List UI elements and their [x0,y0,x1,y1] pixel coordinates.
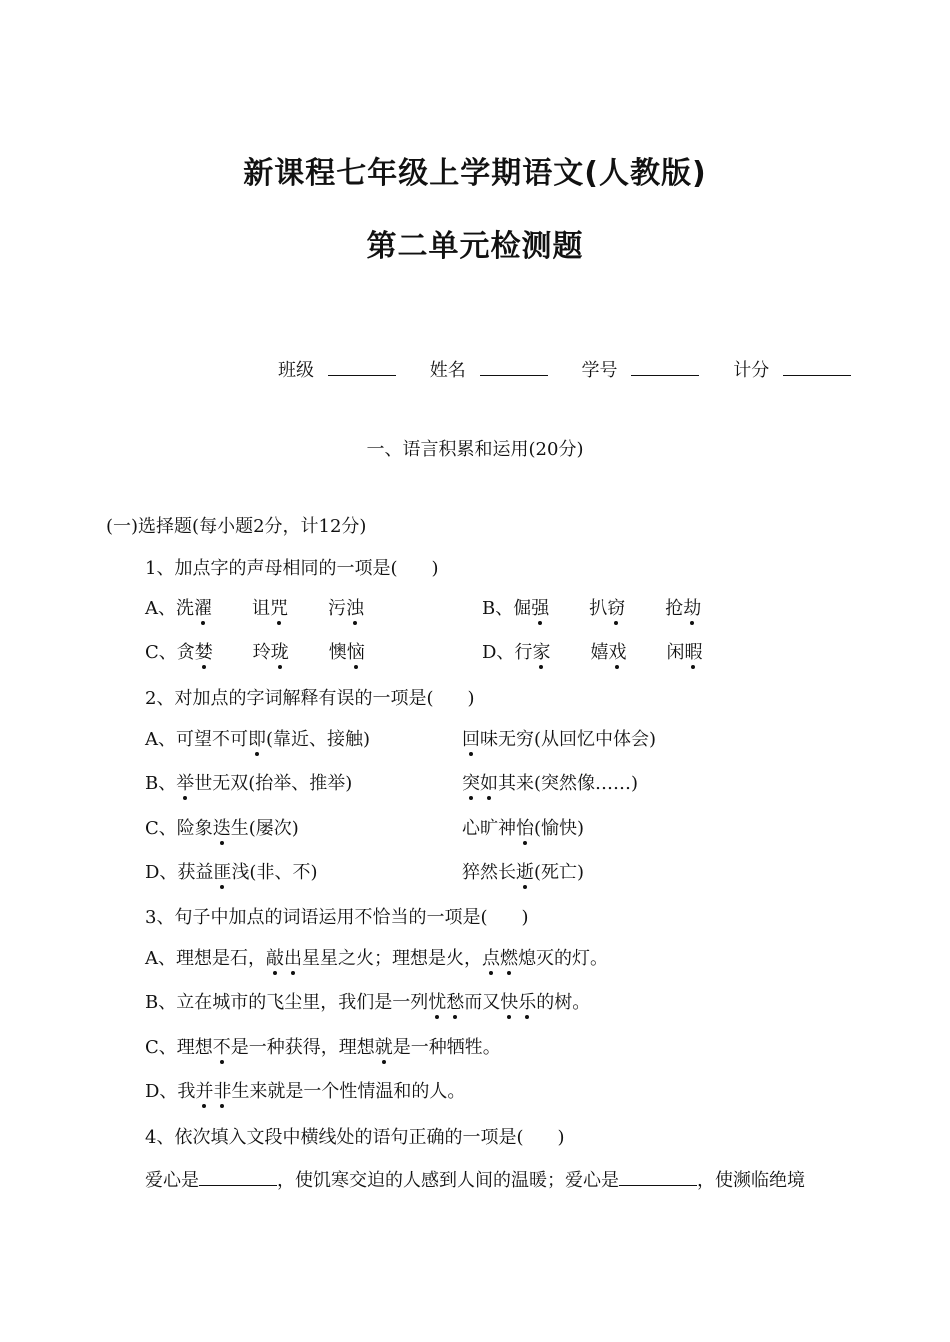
dotted-char: 劫 [683,598,702,619]
char: 扒 [589,598,608,619]
dotted-char: 迭 [212,818,231,839]
text: D、获益 [145,862,214,883]
q2-option-c-right[interactable] [462,816,584,842]
dotted-char: 浊 [346,598,364,619]
paren-close: ) [467,688,475,709]
char: 贪 [176,642,195,663]
dotted-char: 窃 [607,598,626,619]
text: 而又 [464,992,501,1013]
name-label: 姓名 [429,360,466,381]
dotted-char: 戏 [608,642,627,663]
dotted-char: 乐 [518,992,537,1013]
char: 污 [328,598,346,619]
document-title: 新课程七年级上学期语文(人教版) [243,156,707,191]
char: 嬉 [590,642,609,663]
student-info-row [278,357,879,384]
part-heading: (一)选择题(每小题2分，计12分) [106,516,367,537]
char: 玲 [252,642,271,663]
name-field[interactable] [430,360,562,381]
dotted-char: 回 [462,729,480,750]
char: 洗 [176,598,194,619]
text: 熄灭的灯。 [518,948,608,969]
option-letter: A、 [145,598,176,619]
char: 抢 [665,598,684,619]
option-letter: D、 [482,642,515,663]
q3-option-b[interactable] [145,990,590,1016]
dotted-char: 燃 [500,948,518,969]
dotted-char: 忧 [428,992,447,1013]
option-letter: B、 [482,598,514,619]
dotted-char: 敲 [266,948,284,969]
dotted-char: 怡 [516,818,534,839]
dotted-char: 点 [482,948,500,969]
text: B、 [145,773,177,794]
q3-option-c[interactable] [145,1035,501,1061]
q2-option-d-right[interactable] [462,860,584,886]
dotted-char: 暇 [684,642,703,663]
q1-option-b[interactable] [482,596,701,622]
id-blank[interactable] [631,357,699,376]
text: 猝然长 [462,862,516,883]
text: 心旷神 [462,818,516,839]
q2-option-b-left[interactable] [145,771,352,797]
text: 生(屡次) [230,818,299,839]
q2-option-b-right[interactable] [462,771,638,797]
text: D、我 [145,1081,196,1102]
q2-option-a-left[interactable] [145,727,370,753]
text: 味无穷(从回忆中体会) [480,729,657,750]
dotted-char: 咒 [270,598,288,619]
id-label: 学号 [581,360,618,381]
dotted-char: 如 [480,773,498,794]
class-label: 班级 [278,360,314,381]
text: 是一种牺牲。 [392,1037,501,1058]
question-3-stem [145,905,529,931]
dotted-char: 匪 [213,862,232,883]
fill-blank-2[interactable] [619,1167,697,1186]
char: 诅 [252,598,270,619]
name-blank[interactable] [480,357,548,376]
char: 闲 [666,642,685,663]
text: 其来(突然像……) [498,773,639,794]
text: (靠近、接触) [266,729,371,750]
score-field[interactable] [733,360,865,381]
dotted-char: 逝 [516,862,534,883]
question-2-stem [145,686,475,712]
question-3-text: 3、句子中加点的词语运用不恰当的一项是( [145,907,488,928]
q1-option-d[interactable] [482,640,702,666]
char: 懊 [328,642,347,663]
text: ，使饥寒交迫的人感到人间的温暖；爱心是 [277,1170,619,1191]
dotted-char: 就 [374,1037,393,1058]
score-blank[interactable] [783,357,851,376]
dotted-char: 家 [532,642,551,663]
q2-option-a-right[interactable] [462,727,656,753]
section-heading: 一、语言积累和运用(20分) [366,439,584,460]
dotted-char: 快 [500,992,519,1013]
paren-close: ) [557,1127,565,1148]
text: C、理想 [145,1037,213,1058]
q2-option-c-left[interactable] [145,816,299,842]
dotted-char: 突 [462,773,480,794]
text: 是一种获得，理想 [230,1037,375,1058]
q2-option-d-left[interactable] [145,860,317,886]
text: 星星之火；理想是火， [302,948,482,969]
text: C、险象 [145,818,213,839]
document-subtitle: 第二单元检测题 [366,229,584,264]
q1-option-c[interactable] [145,640,365,666]
question-4-stem [145,1125,565,1151]
score-label: 计分 [733,360,770,381]
q1-option-a[interactable] [145,596,364,622]
dotted-char: 不 [212,1037,231,1058]
dotted-char: 恼 [346,642,365,663]
dotted-char: 濯 [194,598,212,619]
dotted-char: 强 [531,598,550,619]
id-field[interactable] [581,360,713,381]
dotted-char: 婪 [194,642,213,663]
question-4-text: 4、依次填入文段中横线处的语句正确的一项是( [145,1127,524,1148]
class-blank[interactable] [328,357,396,376]
dotted-char: 非 [213,1081,232,1102]
option-letter: C、 [145,642,177,663]
dotted-char: 举 [176,773,195,794]
paren-close: ) [521,907,529,928]
text: 世无双(抬举、推举) [194,773,353,794]
text: ，使濒临绝境 [697,1170,805,1191]
text: A、可望不可 [145,729,248,750]
q3-option-d[interactable] [145,1079,465,1105]
dotted-char: 愁 [446,992,465,1013]
question-1-stem [145,556,439,582]
q4-passage [145,1167,805,1194]
fill-blank-1[interactable] [199,1167,277,1186]
q3-option-a[interactable] [145,946,608,972]
question-2-text: 2、对加点的字词解释有误的一项是( [145,688,434,709]
text: B、立在城市的飞尘里，我们是一列 [145,992,429,1013]
question-1-text: 1、加点字的声母相同的一项是( [145,558,398,579]
text: 的树。 [536,992,591,1013]
text: (死亡) [534,862,585,883]
text: (愉快) [534,818,585,839]
text: A、理想是石， [145,948,266,969]
char: 倔 [513,598,532,619]
text: 生来就是一个性情温和的人。 [231,1081,466,1102]
dotted-char: 并 [195,1081,214,1102]
char: 行 [514,642,533,663]
dotted-char: 出 [284,948,302,969]
text: 爱心是 [145,1170,199,1191]
class-field[interactable] [278,360,410,381]
text: 浅(非、不) [231,862,318,883]
dotted-char: 即 [248,729,266,750]
paren-close: ) [431,558,439,579]
dotted-char: 珑 [270,642,289,663]
